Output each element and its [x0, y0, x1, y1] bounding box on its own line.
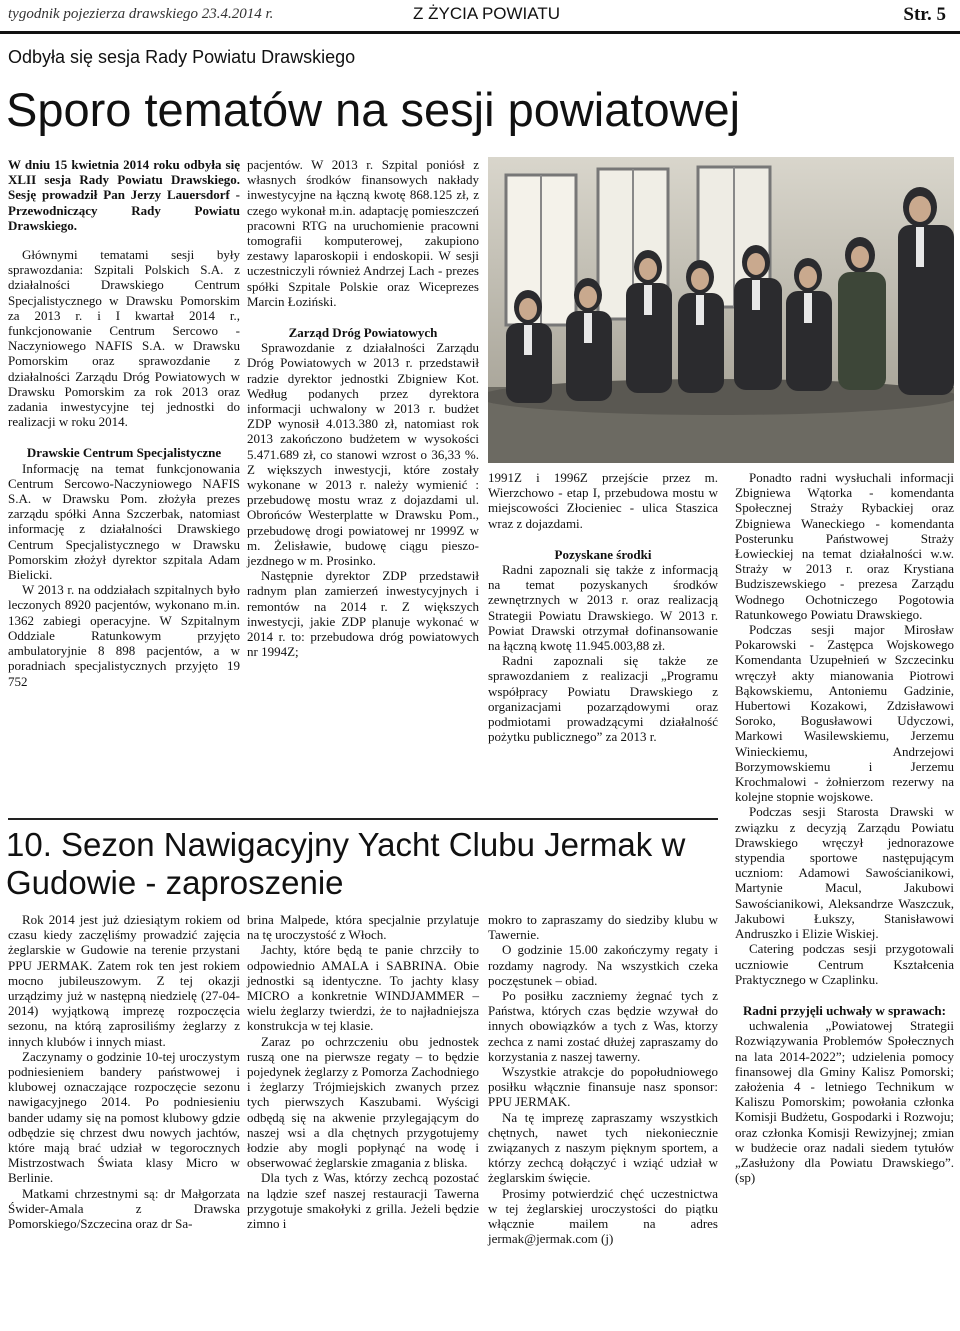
- paragraph: Informację na temat funkcjonowania Centrum Sercowo-Naczyniowego NAFIS S.A. w Drawsku Pom. złożyła prezes zarządu spółki Anna Szczerbak, natomiast informację z działalności Drawskiego Centrum Specjalistycznego w Drawsku Pomorskim złożył dyrektor szpitala Adam Bielicki.: [8, 460, 240, 583]
- paragraph: 1991Z i 1996Z przejście przez m. Wierzchowo - etap I, przebudowa mostu w miejscowości Złocieniec - ulica Staszica wraz z dojazdami.: [488, 470, 718, 531]
- subheading: Drawskie Centrum Specjalistyczne: [26, 445, 222, 461]
- paragraph: Sprawozdanie z działalności Zarządu Dróg Powiatowych w 2013 r. przedstawił radzie dyrektor jednostki Zbigniew Kot. Według podanych przez dyrektora informacji uchwalony w 2013 r. budżet ZDP wynosił 4.013.380 zł, natomiast rok 2013 zakończono budżetem w wysokości 5.471.689 zł, co stanowi wzrost o 36,33 %. Z większych inwestycji, które zostały wykonane w 2013 r. należy wymienić : przebudowę mostu wraz z dojazdami ul. Obrońców Westerplatte w Drawsku Pom., przebudowę drogi powiatowej nr 1999Z w m. Żelisławie, budowę ciągu pieszo- jezdnego w m. Prosinko.: [247, 340, 479, 569]
- paragraph: Dla tych z Was, którzy zechcą pozostać na lądzie szef naszej restauracji Tawerna przygotuje smakołyki z grilla. Jeżeli będzie zimno i: [247, 1170, 479, 1232]
- article-column-4: [735, 470, 954, 1185]
- paragraph: Matkami chrzestnymi są: dr Małgorzata Świder-Amala z Drawska Pomorskiego/Szczecina oraz dr Sa-: [8, 1185, 240, 1232]
- header-rule: [0, 31, 960, 34]
- paragraph: W 2013 r. na oddziałach szpitalnych było leczonych 8920 pacjentów, wykonano m.in. 1362 zabiegi operacyjne. W Szpitalnym Oddziale Ratunkowym przyjęto ambulatoryjnie 8 898 pacjentów, a w poradniach specjalistycznych przyjęto 19 752: [8, 582, 240, 689]
- paragraph: uchwalenia „Powiatowej Strategii Rozwiązywania Problemów Społecznych na lata 2014-2022”; udzielenia pomocy finansowej dla Gminy Kalisz Pomorski; założenia 4 - letniego Technikum w Kaliszu Pomorskim; powołania członka Komisji Budżetu, Gospodarki i Rozwoju; oraz członka Komisji Rewizyjnej; zmian w budżecie oraz nadali siedem tytułów „Zasłużony dla Powiatu Drawskiego”. (sp): [735, 1018, 954, 1186]
- paragraph: O godzinie 15.00 zakończymy regaty i rozdamy nagrody. Na wszystkich czeka poczęstunek – obiad.: [488, 942, 718, 988]
- paragraph: Rok 2014 jest już dziesiątym rokiem od czasu kiedy zaczęliśmy prowadzić zajęcia żeglarskie w Gudowie na terenie przystani PPU JERMAK. Zatem rok ten jest rokiem mocno jubileuszowym. Z tej okazji urządzimy już w następną niedzielę (27-04-2014) wyjątkową imprezę rozpoczęcia sezonu, na którą zaprosiliśmy żeglarzy z innych klubów i innych miast.: [8, 912, 240, 1049]
- page-number: Str. 5: [903, 4, 946, 25]
- paragraph: Po posiłku zaczniemy żegnać tych z Państwa, których czas będzie wzywał do innych obowiązków a tych z Was, ktorzy zechca z nami zostać dłużej zapraszamy do korzystania z naszej tawerny.: [488, 988, 718, 1064]
- paragraph: mokro to zapraszamy do siedziby klubu w Tawernie.: [488, 912, 718, 943]
- article-lead: W dniu 15 kwietnia 2014 roku odbyła się XLII sesja Rady Powiatu Drawskiego. Sesję prowadził Pan Jerzy Lauersdorf - Przewodniczący Rady Powiatu Drawskiego.: [8, 157, 240, 233]
- article2-column-1: [8, 912, 240, 1231]
- session-photo: [488, 157, 954, 463]
- article-column-1: [8, 157, 240, 689]
- paragraph: Wszystkie atrakcje do popołudniowego posiłku włącznie finansuje nasz sponsor: PPU JERMAK.: [488, 1064, 718, 1110]
- article-kicker: Odbyła się sesja Rady Powiatu Drawskiego: [8, 47, 356, 67]
- article2-column-3: [488, 912, 718, 1246]
- paragraph: Catering podczas sesji przygotowali uczniowie Centrum Kształcenia Praktycznego w Czaplinku.: [735, 941, 954, 987]
- paragraph: Jachty, które będą te panie chrzciły to odpowiednio AMALA i SABRINA. Obie jednostki są identyczne. To jachty klasy MICRO a konkretnie WINDJAMMER – wielu żeglarzy twierdzi, że to najładniejsza konstrukcja w tej klasie.: [247, 942, 479, 1034]
- paragraph: Ponadto radni wysłuchali informacji Zbigniewa Wątorka - komendanta Społecznej Straży Rybackiej oraz Zbigniewa Waneckiego - komendanta Posterunku Państwowej Straży Łowieckiej na temat działalności w.w. Straży w 2013 r. oraz Krystiana Budziszewskiego - prezesa Zarządu Wodnego Ochotniczego Pogotowia Ratunkowego Powiatu Drawskiego.: [735, 470, 954, 622]
- paragraph: Na tę imprezę zapraszamy wszystkich chętnych, nawet tych niekoniecznie związanych z naszym pięknym sportem, a którzy zechcą dołączyć i wziąć udział w żeglarskim święcie.: [488, 1109, 718, 1186]
- article2-column-2: [247, 912, 479, 1231]
- article-column-3: [488, 470, 718, 744]
- paragraph: Podczas sesji Starosta Drawski w związku z decyzją Zarządu Powiatu Drawskiego wręczył jednorazowe stypendia sportowe następującym uczniom: Adamowi Sawościanikowi, Martynie Macul, Jakubowi Sawościanikowi, Aleksandrze Waszczuk, Jakubowi Łukszy, Stanisławowi Andruszko i Elizie Wiskiej.: [735, 804, 954, 942]
- subheading: Radni przyjęli uchwały w sprawach:: [743, 1002, 946, 1018]
- paragraph: Radni zapoznali się także z informacją na temat pozyskanych środków zewnętrznych w 2013 r. oraz realizacją Strategii Powiatu Drawskiego. W 2013 r. Powiat Drawski otrzymał dofinansowanie na łączną kwotę 11.945.003,88 zł.: [488, 562, 718, 654]
- article-divider: [8, 818, 718, 820]
- article2-headline: 10. Sezon Nawigacyjny Yacht Clubu Jermak w Gudowie - zaproszenie: [6, 826, 686, 901]
- photo-illustration: [488, 157, 954, 463]
- newspaper-issue: tygodnik pojezierza drawskiego 23.4.2014 r.: [8, 6, 274, 22]
- subheading: Pozyskane środki: [554, 546, 652, 562]
- subheading: Zarząd Dróg Powiatowych: [288, 325, 438, 341]
- paragraph: Zaraz po ochrzczeniu obu jednostek ruszą one na pierwsze regaty – to będzie pojedynek żeglarzy z Pomorza Zachodniego i żeglarzy Trójmiejskich zwanych przez tych pierwszych Kaszubami. Wyścigi odbędą się na akwenie przylegającym do naszej wsi a dla chętnych przygotujemy łodzie aby mogli popłynąć na wodę i obserwować żeglarskie zmagania z bliska.: [247, 1033, 479, 1171]
- paragraph: Zaczynamy o godzinie 10-tej uroczystym podniesieniem bandery państwowej i klubowej oznaczające rozpoczęcie sezonu nawigacyjnego 2014. Po podniesieniu bander udamy się na pomost klubowy gdzie odbędzie się chrzest dwu nowych jachtów, które mają brać udział w tegorocznych Mistrzostwach Świata klasy Micro w Berlinie.: [8, 1048, 240, 1186]
- paragraph: Prosimy potwierdzić chęć uczestnictwa w tej żeglarskiej uroczystości do piątku włącznie mailem na adres jermak@jermak.com (j): [488, 1185, 718, 1247]
- paragraph: Następnie dyrektor ZDP przedstawił radnym plan zamierzeń inwestycyjnych i remontów na 2014 r. Z większych inwestycji, jakie ZDP planuje wykonać w 2014 r. to: przebudowa dróg powiatowych nr 1994Z;: [247, 568, 479, 660]
- paragraph: brina Malpede, która specjalnie przylatuje na tę uroczystość z Włoch.: [247, 912, 479, 943]
- section-title: Z ŻYCIA POWIATU: [413, 4, 561, 23]
- article-headline: Sporo tematów na sesji powiatowej: [6, 83, 741, 136]
- paragraph: Głównymi tematami sesji były sprawozdania: Szpitali Polskich S.A. z działalności Drawskiego Centrum Specjalistycznego w Drawsku Pomorskim za 2013 r. i I kwartał 2014 r., funkcjonowanie Centrum Sercowo - Naczyniowego NAFIS S.A. w Drawsku Pomorskim oraz sprawozdanie z działalności Zarządu Dróg Powiatowych w Drawsku Pomorskim za rok 2013 oraz zadania inwestycyjne tej jednostki do realizacji w roku 2014.: [8, 247, 240, 430]
- paragraph: Radni zapoznali się także ze sprawozdaniem z realizacji „Programu współpracy Powiatu Drawskiego z organizacjami pozarządowymi oraz podmiotami prowadzącymi działalność pożytku publicznego” za 2013 r.: [488, 653, 718, 745]
- article-column-2: [247, 157, 479, 660]
- paragraph: Podczas sesji major Mirosław Pokarowski - Zastępca Wojskowego Komendanta Uzupełnień w Szczecinku wręczył akty mianowania Piotrowi Bąkowskiemu, Antoniemu Gadzinie, Hubertowi Kozakowi, Zdzisławowi Soroko, Bogusławowi Udyczowi, Markowi Wasilewskiemu, Jerzemu Winieckiemu, Andrzejowi Borzymowskiemu i Jerzemu Krochmalowi - żołnierzom rezerwy na kolejne stopnie wojskowe.: [735, 622, 954, 805]
- paragraph: pacjentów. W 2013 r. Szpital poniósł z własnych środków finansowych nakłady inwestycyjne na łączną kwotę 868.125 zł, z czego wykonał m.in. adaptację pomieszczeń pracowni RTG na uruchomienie pracowni tomografii komputerowej, zakupiono zestawy laparoskopii i endoskopii. W sesji uczestniczyli również Andrzej Lach - prezes spółki Szpitale Polskie oraz Wiceprezes Marcin Łoziński.: [247, 157, 479, 309]
